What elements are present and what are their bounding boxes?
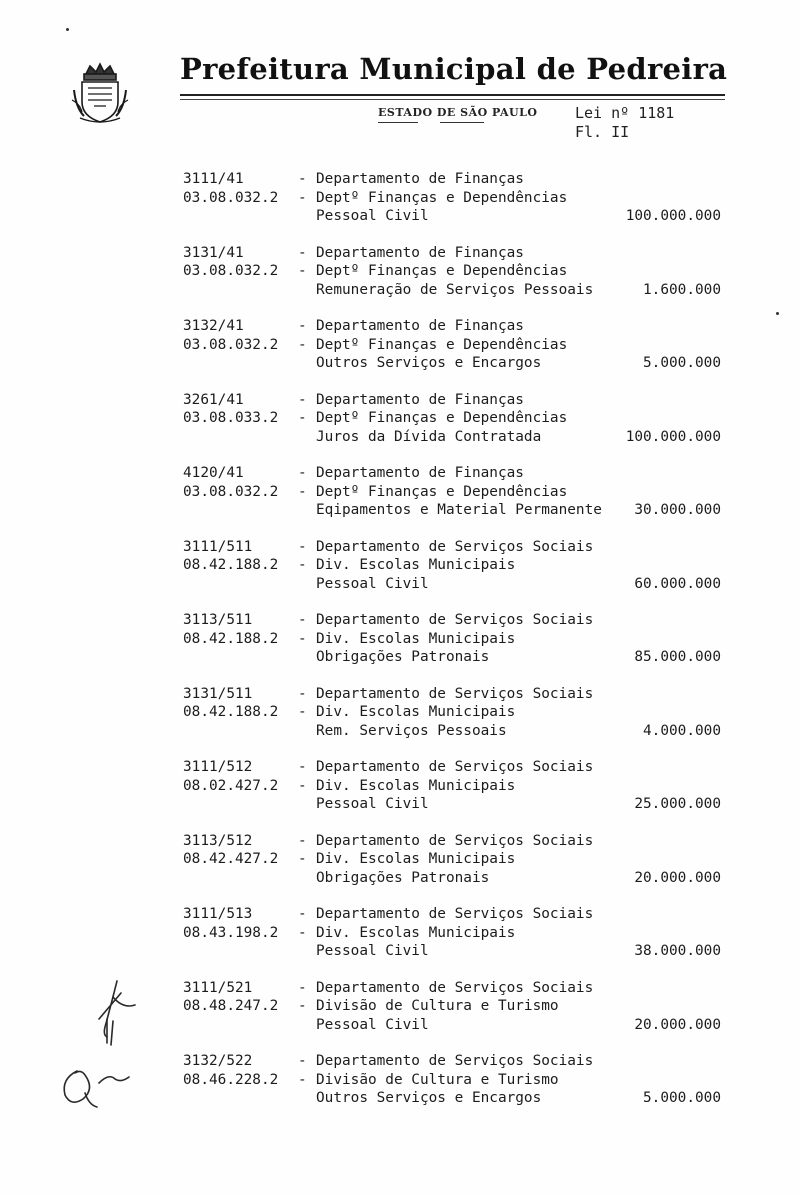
entry-dash: -: [298, 391, 307, 408]
entry-code: 3132/522: [183, 1053, 253, 1069]
entry-amount: 30.000.000: [634, 502, 721, 518]
entry-amount: 100.000.000: [625, 428, 721, 445]
budget-entry: [183, 464, 743, 538]
page-title: Prefeitura Municipal de Pedreira: [180, 52, 728, 86]
budget-entry: [183, 317, 743, 391]
entry-division: Divisão de Cultura e Turismo: [316, 1071, 559, 1088]
entry-code: 3111/511: [183, 538, 253, 555]
entry-dash: -: [298, 465, 307, 481]
entry-dash: -: [298, 612, 307, 628]
state-underline-right: [440, 122, 484, 123]
entry-code: 4120/41: [183, 465, 244, 481]
entry-expense-type: Obrigações Patronais: [316, 649, 490, 665]
entry-classification: 08.42.188.2: [183, 630, 279, 647]
entry-dash: -: [298, 685, 307, 702]
entry-department: Departamento de Serviços Sociais: [316, 759, 594, 775]
entry-department: Departamento de Serviços Sociais: [316, 979, 594, 996]
entry-division: Deptº Finanças e Dependências: [316, 336, 568, 353]
entry-classification: 08.43.198.2: [183, 924, 279, 941]
entry-code: 3131/41: [183, 244, 244, 261]
entry-classification: 03.08.032.2: [183, 336, 279, 353]
entry-amount: 60.000.000: [634, 575, 721, 592]
entry-division: Deptº Finanças e Dependências: [316, 483, 568, 500]
entry-classification: 03.08.032.2: [183, 483, 279, 500]
entry-dash: -: [298, 630, 307, 647]
entry-amount: 20.000.000: [634, 869, 721, 886]
entry-division: Divisão de Cultura e Turismo: [316, 998, 559, 1014]
entry-department: Departamento de Serviços Sociais: [316, 612, 594, 628]
entry-dash: -: [298, 759, 307, 775]
entry-dash: -: [298, 318, 307, 334]
budget-entry: [183, 391, 743, 465]
entry-code: 3261/41: [183, 391, 244, 408]
entry-amount: 25.000.000: [634, 796, 721, 812]
budget-entry: [183, 905, 743, 979]
entry-classification: 08.46.228.2: [183, 1071, 279, 1088]
entry-department: Departamento de Finanças: [316, 465, 524, 481]
entry-department: Departamento de Finanças: [316, 171, 524, 187]
entry-department: Departamento de Finanças: [316, 391, 524, 408]
budget-entry: [183, 979, 743, 1053]
scan-speck: [66, 28, 69, 31]
entry-dash: -: [298, 924, 307, 941]
law-number: Lei nº 1181: [575, 104, 675, 122]
entry-classification: 08.02.427.2: [183, 777, 279, 794]
entry-division: Div. Escolas Municipais: [316, 557, 516, 573]
entry-department: Departamento de Serviços Sociais: [316, 832, 594, 849]
budget-entry: [183, 832, 743, 906]
entry-department: Departamento de Finanças: [316, 318, 524, 334]
entry-amount: 85.000.000: [634, 649, 721, 665]
entry-expense-type: Remuneração de Serviços Pessoais: [316, 281, 594, 298]
entry-expense-type: Pessoal Civil: [316, 943, 429, 959]
entry-dash: -: [298, 263, 307, 279]
entry-dash: -: [298, 410, 307, 426]
handwritten-initials: [55, 975, 165, 1115]
budget-entry: [183, 538, 743, 612]
entry-dash: -: [298, 1071, 307, 1088]
entry-amount: 5.000.000: [643, 355, 721, 371]
entry-expense-type: Pessoal Civil: [316, 575, 429, 592]
entry-amount: 38.000.000: [634, 943, 721, 959]
entry-dash: -: [298, 244, 307, 261]
entry-classification: 08.42.427.2: [183, 851, 279, 867]
entry-division: Deptº Finanças e Dependências: [316, 263, 568, 279]
entry-division: Div. Escolas Municipais: [316, 777, 516, 794]
entry-code: 3111/512: [183, 759, 253, 775]
entry-expense-type: Outros Serviços e Encargos: [316, 1090, 542, 1106]
entry-expense-type: Outros Serviços e Encargos: [316, 355, 542, 371]
entry-code: 3111/41: [183, 171, 244, 187]
header-rule-thin: [180, 99, 725, 100]
municipal-coat-of-arms-icon: [70, 60, 130, 126]
entry-code: 3113/511: [183, 612, 253, 628]
entry-dash: -: [298, 483, 307, 500]
header-rule-thick: [180, 94, 725, 96]
entry-code: 3111/521: [183, 979, 253, 996]
entry-amount: 4.000.000: [643, 722, 721, 739]
budget-entry: [183, 611, 743, 685]
entry-dash: -: [298, 832, 307, 849]
entry-division: Div. Escolas Municipais: [316, 630, 516, 647]
scan-speck: [776, 312, 779, 315]
entry-dash: -: [298, 189, 307, 206]
entry-classification: 03.08.033.2: [183, 410, 279, 426]
entry-classification: 03.08.032.2: [183, 189, 279, 206]
entry-expense-type: Eqipamentos e Material Permanente: [316, 502, 602, 518]
entry-code: 3131/511: [183, 685, 253, 702]
entry-department: Departamento de Serviços Sociais: [316, 538, 594, 555]
entry-amount: 5.000.000: [643, 1090, 721, 1106]
entry-amount: 20.000.000: [634, 1016, 721, 1033]
budget-entries-list: [183, 170, 743, 1126]
entry-department: Departamento de Serviços Sociais: [316, 906, 594, 922]
entry-department: Departamento de Finanças: [316, 244, 524, 261]
budget-entry: [183, 244, 743, 318]
entry-expense-type: Pessoal Civil: [316, 796, 429, 812]
state-label: ESTADO DE SÃO PAULO: [378, 106, 538, 119]
entry-code: 3111/513: [183, 906, 253, 922]
entry-dash: -: [298, 851, 307, 867]
sheet-number: Fl. II: [575, 123, 630, 141]
entry-dash: -: [298, 171, 307, 187]
budget-entry: [183, 758, 743, 832]
budget-entry: [183, 1052, 743, 1126]
entry-dash: -: [298, 906, 307, 922]
entry-dash: -: [298, 557, 307, 573]
entry-division: Deptº Finanças e Dependências: [316, 410, 568, 426]
entry-division: Div. Escolas Municipais: [316, 704, 516, 720]
entry-code: 3113/512: [183, 832, 253, 849]
entry-expense-type: Pessoal Civil: [316, 1016, 429, 1033]
law-reference: [575, 104, 674, 142]
budget-entry: [183, 170, 743, 244]
budget-entry: [183, 685, 743, 759]
entry-expense-type: Juros da Dívida Contratada: [316, 428, 542, 445]
entry-code: 3132/41: [183, 318, 244, 334]
entry-dash: -: [298, 1053, 307, 1069]
state-underline-left: [378, 122, 418, 123]
entry-dash: -: [298, 704, 307, 720]
entry-dash: -: [298, 998, 307, 1014]
entry-amount: 100.000.000: [625, 208, 721, 224]
entry-dash: -: [298, 336, 307, 353]
entry-expense-type: Rem. Serviços Pessoais: [316, 722, 507, 739]
entry-amount: 1.600.000: [643, 281, 721, 298]
entry-department: Departamento de Serviços Sociais: [316, 685, 594, 702]
entry-classification: 08.42.188.2: [183, 557, 279, 573]
entry-expense-type: Pessoal Civil: [316, 208, 429, 224]
entry-dash: -: [298, 777, 307, 794]
entry-division: Div. Escolas Municipais: [316, 851, 516, 867]
entry-classification: 08.42.188.2: [183, 704, 279, 720]
entry-classification: 08.48.247.2: [183, 998, 279, 1014]
entry-classification: 03.08.032.2: [183, 263, 279, 279]
entry-division: Div. Escolas Municipais: [316, 924, 516, 941]
entry-division: Deptº Finanças e Dependências: [316, 189, 568, 206]
entry-dash: -: [298, 538, 307, 555]
entry-dash: -: [298, 979, 307, 996]
entry-expense-type: Obrigações Patronais: [316, 869, 490, 886]
entry-department: Departamento de Serviços Sociais: [316, 1053, 594, 1069]
